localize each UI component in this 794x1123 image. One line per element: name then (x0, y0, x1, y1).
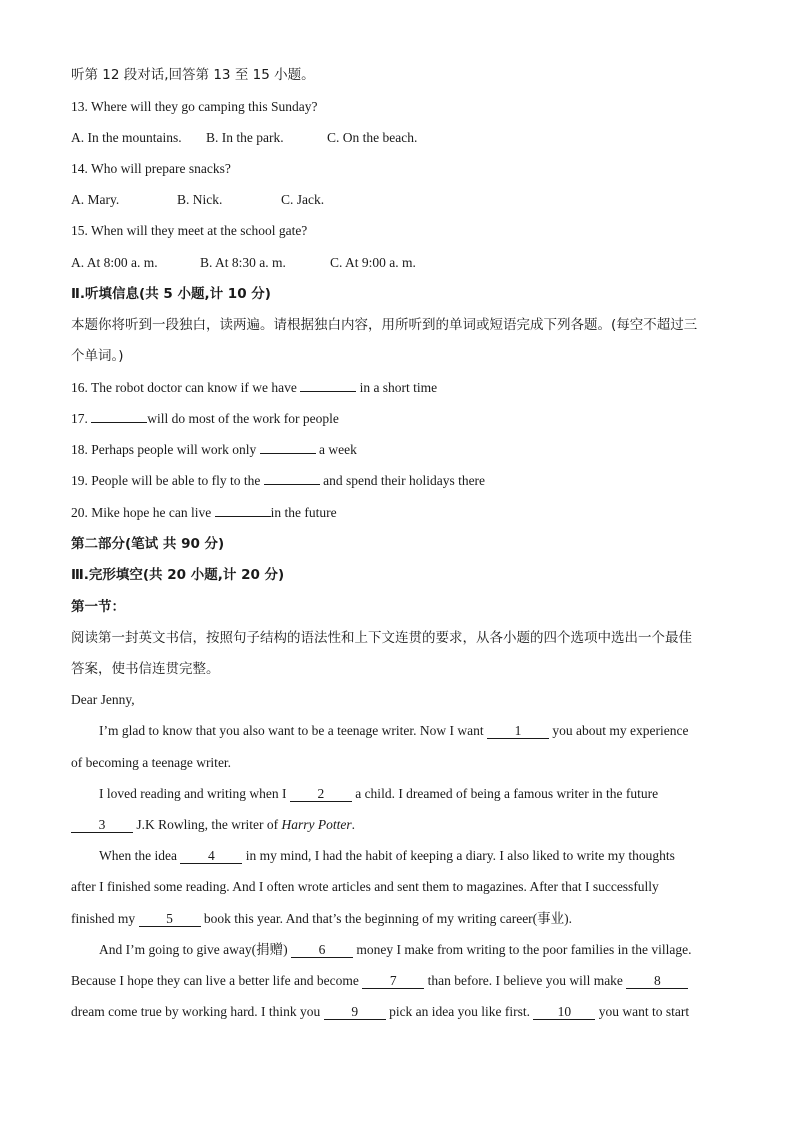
answer-blank-16[interactable] (300, 391, 356, 392)
letter-p4-line-3 (71, 1002, 724, 1022)
question-13-options (71, 128, 724, 148)
cloze-blank-5[interactable]: 5 (139, 911, 201, 927)
answer-blank-17[interactable] (91, 422, 147, 423)
cloze-blank-10[interactable]: 10 (533, 1004, 595, 1020)
item-17 (71, 409, 724, 429)
section-3-subheading: 第一节： (71, 599, 125, 615)
option-14b: B. Nick. (177, 192, 223, 207)
part-2-heading: 第二部分(笔试 共 90 分) (71, 536, 225, 552)
letter-p4-line-1 (71, 940, 724, 960)
item-18-text-a: 18. Perhaps people will work only (71, 442, 260, 457)
answer-blank-19[interactable] (264, 484, 320, 485)
p3-text-d: finished my (71, 911, 139, 926)
p3-text-a: When the idea (99, 848, 181, 863)
section-2-instruction-line-2: 个单词。) (71, 348, 124, 364)
question-13: 13. Where will they go camping this Sunday? (71, 99, 318, 114)
p4-text-f: pick an idea you like first. (385, 1004, 534, 1019)
item-19-text-b: and spend their holidays there (319, 473, 486, 488)
letter-p3-line-1 (71, 846, 724, 866)
p3-text-e: book this year. And that’s the beginning of my writing career(事业). (200, 911, 573, 926)
option-14a: A. Mary. (71, 192, 120, 207)
item-16-text-b: in a short time (356, 380, 438, 395)
answer-blank-18[interactable] (260, 453, 316, 454)
section-2-heading: Ⅱ.听填信息(共 5 小题,计 10 分) (71, 286, 271, 302)
p2-text-b: a child. I dreamed of being a famous writer in the future (351, 786, 659, 801)
section-3-heading: Ⅲ.完形填空(共 20 小题,计 20 分) (71, 567, 285, 583)
p1-text-a: I’m glad to know that you also want to be a teenage writer. Now I want (99, 723, 488, 738)
letter-salutation: Dear Jenny, (71, 692, 135, 707)
option-15c: C. At 9:00 a. m. (330, 255, 416, 270)
cloze-blank-2[interactable]: 2 (290, 786, 352, 802)
p4-text-c: Because I hope they can live a better life and become (71, 973, 363, 988)
item-20-text-a: 20. Mike hope he can live (71, 505, 215, 520)
question-15: 15. When will they meet at the school gate? (71, 223, 308, 238)
book-title: Harry Potter (281, 817, 352, 832)
cloze-blank-1[interactable]: 1 (487, 723, 549, 739)
option-15a: A. At 8:00 a. m. (71, 255, 158, 270)
question-14-options (71, 190, 724, 210)
item-17-text-a: 17. (71, 411, 92, 426)
p3-text-b: in my mind, I had the habit of keeping a diary. I also liked to write my thoughts (242, 848, 675, 863)
cloze-blank-8[interactable]: 8 (626, 973, 688, 989)
item-16 (71, 378, 724, 398)
p2-text-a: I loved reading and writing when I (99, 786, 290, 801)
item-18 (71, 440, 724, 460)
listening-intro: 听第 12 段对话,回答第 13 至 15 小题。 (71, 67, 315, 83)
item-20 (71, 503, 724, 523)
option-13a: A. In the mountains. (71, 130, 182, 145)
p4-text-e: dream come true by working hard. I think you (71, 1004, 324, 1019)
item-16-text-a: 16. The robot doctor can know if we have (71, 380, 301, 395)
section-3-instruction-line-1: 阅读第一封英文书信，按照句子结构的语法性和上下文连贯的要求，从各小题的四个选项中选出一个最佳 (71, 630, 692, 646)
letter-p2-line-1 (71, 784, 724, 804)
letter-p1-line-1 (71, 721, 724, 741)
cloze-blank-6[interactable]: 6 (291, 942, 353, 958)
item-19 (71, 471, 724, 491)
p4-text-d: than before. I believe you will make (424, 973, 627, 988)
item-18-text-b: a week (315, 442, 357, 457)
cloze-blank-3[interactable]: 3 (71, 817, 133, 833)
p4-text-g: you want to start (595, 1004, 690, 1019)
item-17-text-b: will do most of the work for people (147, 411, 339, 426)
option-14c: C. Jack. (281, 192, 325, 207)
p2-text-d: . (351, 817, 355, 832)
letter-p2-line-2 (71, 815, 724, 835)
question-15-options (71, 253, 724, 273)
option-13b: B. In the park. (206, 130, 284, 145)
question-14: 14. Who will prepare snacks? (71, 161, 231, 176)
item-19-text-a: 19. People will be able to fly to the (71, 473, 264, 488)
section-2-instruction-line-1: 本题你将听到一段独白，读两遍。请根据独白内容，用所听到的单词或短语完成下列各题。(每空不超过三 (71, 317, 698, 333)
option-13c: C. On the beach. (327, 130, 418, 145)
item-20-text-b: in the future (270, 505, 337, 520)
section-3-instruction-line-2: 答案，使书信连贯完整。 (71, 661, 220, 677)
letter-p3-line-2: after I finished some reading. And I often wrote articles and sent them to magazines. After that I successfully (71, 879, 659, 894)
p4-text-b: money I make from writing to the poor families in the village. (352, 942, 692, 957)
letter-p3-line-3 (71, 909, 724, 929)
p4-text-a: And I’m going to give away(捐赠) (99, 942, 291, 957)
cloze-blank-7[interactable]: 7 (362, 973, 424, 989)
answer-blank-20[interactable] (215, 516, 271, 517)
option-15b: B. At 8:30 a. m. (200, 255, 286, 270)
letter-p4-line-2 (71, 971, 724, 991)
letter-p1-line-2: of becoming a teenage writer. (71, 755, 232, 770)
p1-text-b: you about my experience (549, 723, 689, 738)
cloze-blank-9[interactable]: 9 (324, 1004, 386, 1020)
p2-text-c: J.K Rowling, the writer of (133, 817, 282, 832)
cloze-blank-4[interactable]: 4 (180, 848, 242, 864)
